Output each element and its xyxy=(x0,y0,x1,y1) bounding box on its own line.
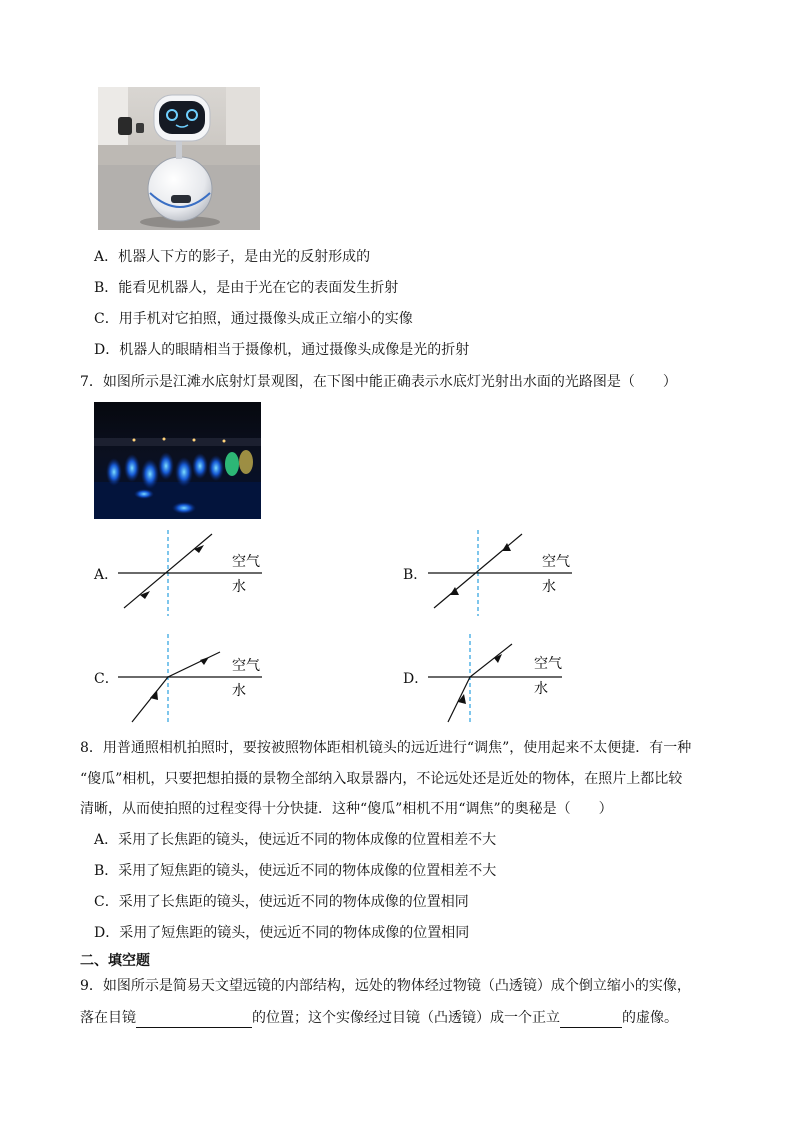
q9-blank-1[interactable] xyxy=(136,1011,252,1028)
fountain-photo xyxy=(94,402,261,519)
diagram-a-label: A． xyxy=(94,567,119,583)
q9-blank-2[interactable] xyxy=(560,1011,622,1028)
diagram-b-label: B． xyxy=(403,567,428,583)
q9-text-a: 落在目镜 xyxy=(80,1010,136,1026)
diagram-d-label: D． xyxy=(403,671,429,687)
q6-option-a: A．机器人下方的影子，是由光的反射形成的 xyxy=(94,249,371,265)
q8-option-a: A．采用了长焦距的镜头，使远近不同的物体成像的位置相差不大 xyxy=(94,832,497,848)
q8-stem-line-1: 8．用普通照相机拍照时，要按被照物体距相机镜头的远近进行“调焦”，使用起来不太便捷．有一种 xyxy=(80,740,692,756)
diagram-b xyxy=(420,528,590,618)
diagram-a-water: 水 xyxy=(232,579,246,595)
section-title: 二、填空题 xyxy=(80,953,150,969)
diagram-b-water: 水 xyxy=(542,579,556,595)
diagram-c-air: 空气 xyxy=(232,658,260,674)
q9-text-c: 的虚像。 xyxy=(622,1010,678,1026)
q6-option-c: C．用手机对它拍照，通过摄像头成正立缩小的实像 xyxy=(94,311,413,327)
robot-photo xyxy=(98,87,260,230)
q8-option-d: D．采用了短焦距的镜头，使远近不同的物体成像的位置相同 xyxy=(94,925,470,941)
diagram-d-air: 空气 xyxy=(534,656,562,672)
q6-option-b: B．能看见机器人，是由于光在它的表面发生折射 xyxy=(94,280,399,296)
q8-option-b: B．采用了短焦距的镜头，使远近不同的物体成像的位置相差不大 xyxy=(94,863,497,879)
q6-option-d: D．机器人的眼睛相当于摄像机，通过摄像头成像是光的折射 xyxy=(94,342,470,358)
diagram-c-water: 水 xyxy=(232,683,246,699)
diagram-c xyxy=(110,632,280,724)
diagram-c-label: C． xyxy=(94,671,119,687)
diagram-a xyxy=(110,528,280,618)
q9-line-2 xyxy=(80,1008,678,1028)
q7-stem: 7．如图所示是江滩水底射灯景观图，在下图中能正确表示水底灯光射出水面的光路图是（ ） xyxy=(80,374,677,390)
q8-stem-line-2: “傻瓜”相机，只要把想拍摄的景物全部纳入取景器内，不论远处还是近处的物体，在照片上都比较 xyxy=(80,771,683,787)
q9-text-b: 的位置；这个实像经过目镜（凸透镜）成一个正立 xyxy=(252,1010,560,1026)
diagram-b-air: 空气 xyxy=(542,554,570,570)
diagram-a-air: 空气 xyxy=(232,554,260,570)
diagram-d-water: 水 xyxy=(534,681,548,697)
diagram-d xyxy=(420,632,590,724)
q8-option-c: C．采用了长焦距的镜头，使远近不同的物体成像的位置相同 xyxy=(94,894,469,910)
q9-line-1: 9．如图所示是简易天文望远镜的内部结构，远处的物体经过物镜（凸透镜）成个倒立缩小的实像， xyxy=(80,978,691,994)
q8-stem-line-3: 清晰，从而使拍照的过程变得十分快捷．这种“傻瓜”相机不用“调焦”的奥秘是（ ） xyxy=(80,801,613,817)
